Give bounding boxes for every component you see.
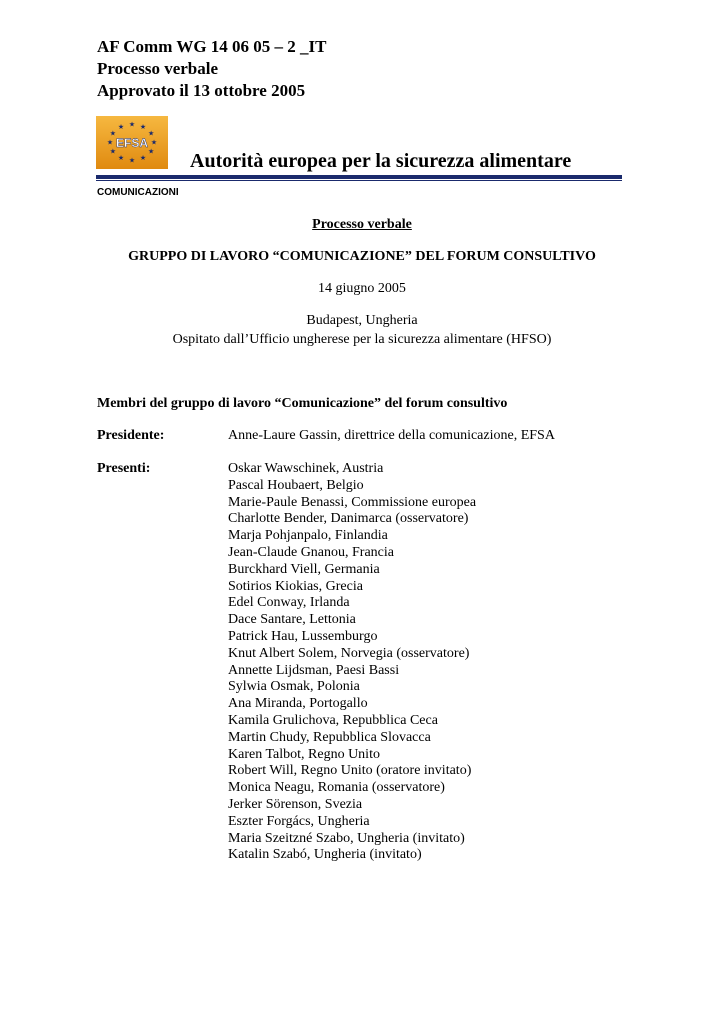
attendee-item: Jean-Claude Gnanou, Francia — [228, 544, 394, 560]
doc-ref-type: Processo verbale — [97, 59, 219, 78]
working-group-title: GRUPPO DI LAVORO “COMUNICAZIONE” DEL FORUM CONSULTIVO — [128, 249, 596, 264]
president-name: Anne-Laure Gassin, direttrice della comunicazione, EFSA — [228, 428, 555, 443]
meeting-date: 14 giugno 2005 — [318, 281, 406, 296]
attendee-item: Patrick Hau, Lussemburgo — [228, 628, 378, 644]
logo-star-icon: ★ — [139, 154, 147, 163]
header-rule-thin — [96, 180, 622, 181]
attendee-item: Burckhard Viell, Germania — [228, 561, 380, 577]
logo-star-icon: ★ — [109, 129, 117, 138]
section-label: COMUNICAZIONI — [97, 187, 179, 198]
logo-star-icon: ★ — [117, 154, 125, 163]
attendee-item: Knut Albert Solem, Norvegia (osservatore) — [228, 645, 470, 661]
attendee-item: Jerker Sörenson, Svezia — [228, 796, 363, 812]
logo-star-icon: ★ — [147, 147, 155, 156]
minutes-title: Processo verbale — [312, 217, 412, 232]
attendee-item: Robert Will, Regno Unito (oratore invitato) — [228, 763, 472, 779]
logo-text: EFSA — [115, 136, 149, 150]
doc-ref-code: AF Comm WG 14 06 05 – 2 _IT — [97, 37, 327, 56]
agency-title: Autorità europea per la sicurezza alimentare — [190, 150, 572, 172]
logo-star-icon: ★ — [150, 138, 158, 147]
logo-star-icon: ★ — [106, 138, 114, 147]
attendee-item: Annette Lijdsman, Paesi Bassi — [228, 662, 400, 678]
attendee-item: Sylwia Osmak, Polonia — [228, 679, 360, 695]
attendee-item: Martin Chudy, Repubblica Slovacca — [228, 729, 431, 745]
attendee-item: Oskar Wawschinek, Austria — [228, 461, 384, 476]
president-label: Presidente: — [97, 428, 165, 443]
logo-star-icon: ★ — [139, 122, 147, 131]
logo-star-icon: ★ — [117, 122, 125, 131]
meeting-host: Ospitato dall’Ufficio ungherese per la sicurezza alimentare (HFSO) — [172, 332, 552, 347]
meeting-place: Budapest, Ungheria — [306, 313, 418, 328]
attendee-item: Karen Talbot, Regno Unito — [228, 746, 380, 762]
attendee-item: Marie-Paule Benassi, Commissione europea — [228, 494, 477, 510]
present-label: Presenti: — [97, 461, 151, 476]
attendee-item: Eszter Forgács, Ungheria — [228, 813, 370, 829]
attendee-item: Marja Pohjanpalo, Finlandia — [228, 528, 388, 544]
attendee-item: Edel Conway, Irlanda — [228, 595, 350, 611]
attendee-item: Maria Szeitzné Szabo, Ungheria (invitato) — [228, 830, 465, 846]
attendee-item: Ana Miranda, Portogallo — [228, 696, 368, 712]
attendee-item: Katalin Szabó, Ungheria (invitato) — [228, 847, 422, 863]
attendee-item: Sotirios Kiokias, Grecia — [228, 578, 363, 594]
attendee-item: Dace Santare, Lettonia — [228, 612, 356, 628]
efsa-logo — [96, 116, 168, 169]
logo-star-icon: ★ — [147, 129, 155, 138]
logo-star-icon: ★ — [109, 147, 117, 156]
attendee-item: Kamila Grulichova, Repubblica Ceca — [228, 712, 438, 728]
logo-star-icon: ★ — [128, 120, 136, 129]
attendee-item: Pascal Houbaert, Belgio — [228, 477, 364, 493]
attendee-item: Monica Neagu, Romania (osservatore) — [228, 780, 445, 796]
doc-ref-approval: Approvato il 13 ottobre 2005 — [97, 81, 306, 100]
logo-star-icon: ★ — [128, 156, 136, 165]
attendee-list — [228, 461, 476, 864]
members-heading: Membri del gruppo di lavoro “Comunicazione” del forum consultivo — [97, 396, 508, 411]
header-rule — [96, 175, 622, 179]
attendee-item: Charlotte Bender, Danimarca (osservatore) — [228, 511, 469, 527]
document-reference — [97, 36, 327, 102]
